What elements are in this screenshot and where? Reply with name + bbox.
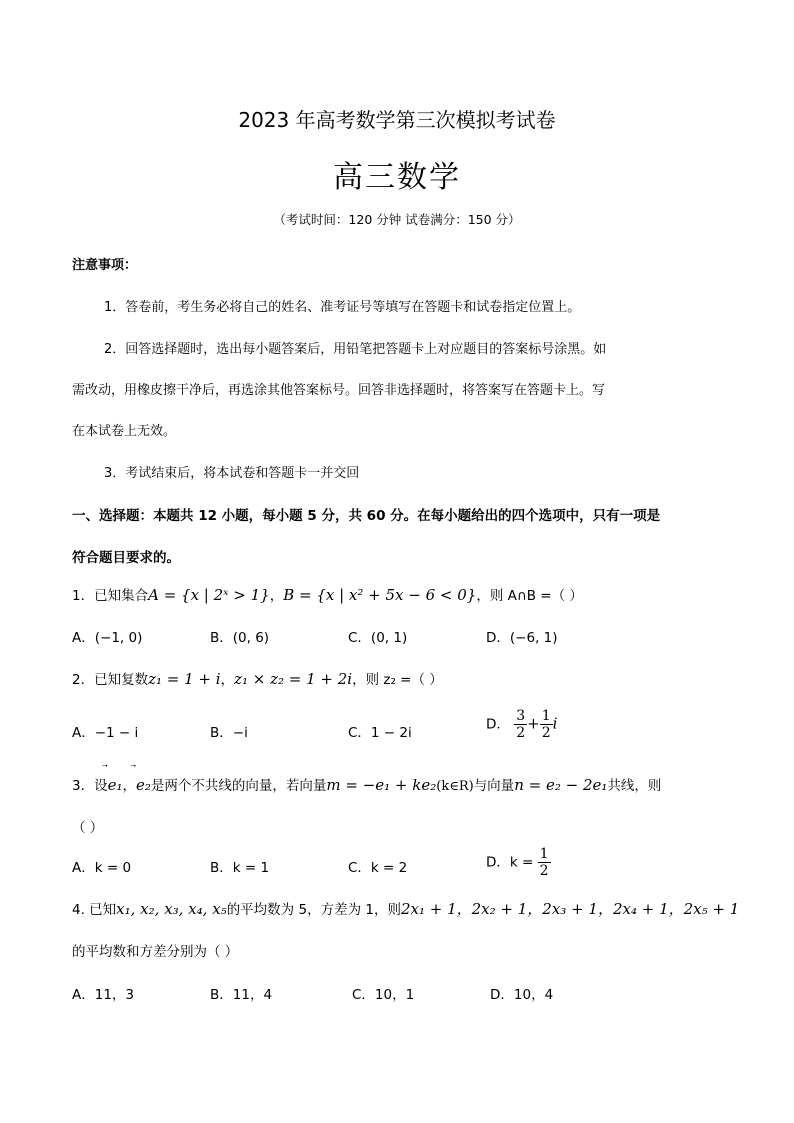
q3-option-b: B．k = 1	[210, 860, 270, 876]
q1-set-a: A = {x | 2ˣ > 1}	[148, 586, 270, 604]
q2-option-d-label: D．	[486, 716, 510, 733]
q3-comma: ，	[122, 778, 136, 794]
q2-option-a: A．−1 − i	[72, 725, 139, 741]
q4-option-b: B．11，4	[210, 987, 273, 1003]
q4-line-2: 的平均数和方差分别为（ ）	[72, 944, 239, 960]
q4-option-c: C．10，1	[352, 987, 415, 1003]
section-heading-line-1: 一、选择题：本题共 12 小题，每小题 5 分，共 60 分。在每小题给出的四个选项中，只有一项是	[72, 508, 661, 524]
q2-separator: ，	[220, 672, 235, 688]
q2-option-d-i: i	[552, 714, 558, 733]
q4-option-a: A．11，3	[72, 987, 135, 1003]
q1-ask: ，则 A∩B =（ ）	[476, 588, 583, 604]
q1-prefix: 1．已知集合	[72, 588, 149, 604]
q4-expressions: 2x₁ + 1，2x₂ + 1，2x₃ + 1，2x₄ + 1，2x₅ + 1	[400, 900, 740, 918]
q1-option-b: B．(0, 6)	[210, 630, 270, 646]
section-heading-line-2: 符合题目要求的。	[72, 550, 180, 566]
notes-item-2-line-1: 2．回答选择题时，选出每小题答案后，用铅笔把答题卡上对应题目的答案标号涂黑。如	[104, 342, 607, 357]
q2-z1: z₁ = 1 + i	[148, 670, 221, 688]
q3-vector-m: m = −e₁ + ke₂	[326, 776, 437, 794]
q2-product: z₁ × z₂ = 1 + 2i	[234, 670, 353, 688]
q2-option-d	[486, 708, 557, 741]
q4-variables: x₁, x₂, x₃, x₄, x₅	[116, 900, 227, 918]
q1-option-a: A．(−1, 0)	[72, 630, 143, 646]
q1-separator: ，	[269, 588, 284, 604]
q2-prefix: 2．已知复数	[72, 672, 149, 688]
q2-ask: ，则 z₂ =（ ）	[352, 672, 443, 688]
notes-item-2-line-2: 需改动，用橡皮擦干净后，再选涂其他答案标号。回答非选择题时，将答案写在答题卡上。写	[72, 383, 606, 398]
question-2	[72, 668, 443, 688]
q3-prefix: 3．设	[72, 778, 108, 794]
q3-option-c: C．k = 2	[348, 860, 408, 876]
q4-option-d: D．10，4	[490, 987, 554, 1003]
exam-info: （考试时间：120 分钟 试卷满分：150 分）	[273, 212, 521, 227]
q2-option-c: C．1 − 2i	[348, 725, 412, 741]
q4-prefix: 4. 已知	[72, 902, 117, 918]
q3-option-a: A．k = 0	[72, 860, 132, 876]
q3-option-d-fraction: $\frac{1}{2}$	[539, 846, 549, 879]
notes-item-2-line-3: 在本试卷上无效。	[72, 424, 177, 439]
q3-vector-e1: ⃗ e₁	[108, 776, 123, 794]
question-3	[72, 774, 661, 794]
q3-option-d	[486, 846, 551, 879]
q2-option-d-fraction-1: $\frac{3}{2}$	[516, 708, 526, 741]
q3-k-condition: (k∈R)	[436, 779, 474, 794]
q3-vector-n: n = e₂ − 2e₁	[514, 776, 608, 794]
q3-mid-2: 与向量	[473, 778, 515, 794]
notes-item-3: 3．考试结束后，将本试卷和答题卡一并交回	[104, 466, 360, 481]
notes-heading: 注意事项：	[72, 258, 138, 273]
q3-end: 共线，则	[607, 778, 662, 794]
q2-option-b: B．−i	[210, 725, 248, 741]
q3-vector-e2: ⃗ e₂	[136, 776, 151, 794]
question-4	[72, 898, 739, 919]
q3-answer-bracket: （ ）	[72, 820, 104, 836]
notes-item-1: 1．答卷前，考生务必将自己的姓名、准考证号等填写在答题卡和试卷指定位置上。	[104, 300, 581, 315]
q2-option-d-fraction-2: $\frac{1}{2}$	[541, 708, 551, 741]
exam-subtitle: 高三数学	[333, 160, 461, 195]
exam-title: 2023 年高考数学第三次模拟考试卷	[238, 108, 556, 132]
question-1	[72, 584, 583, 604]
q1-set-b: B = {x | x² + 5x − 6 < 0}	[283, 586, 477, 604]
q4-mid: 的平均数为 5，方差为 1，则	[226, 902, 401, 918]
q3-mid-1: 是两个不共线的向量，若向量	[150, 778, 327, 794]
q1-option-c: C．(0, 1)	[348, 630, 408, 646]
q3-option-d-label: D．k =	[486, 854, 534, 871]
q2-option-d-plus: +	[527, 714, 540, 733]
q1-option-d: D．(−6, 1)	[486, 630, 558, 646]
